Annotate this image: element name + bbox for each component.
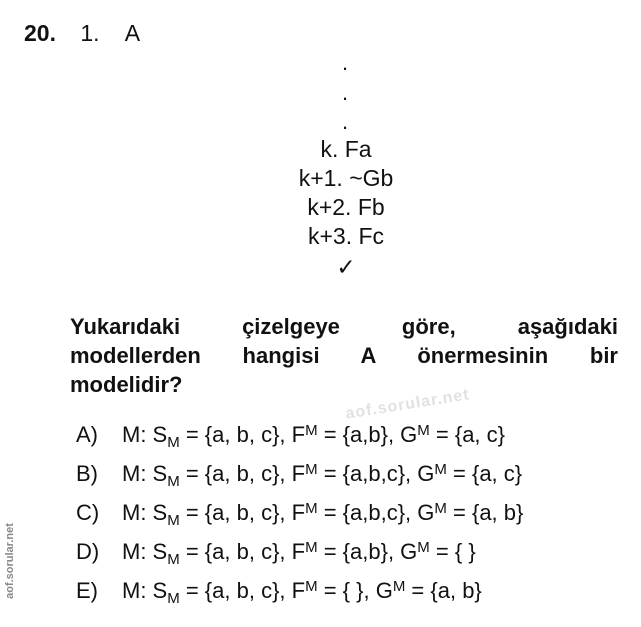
line-formula: A	[124, 20, 141, 46]
option-letter: A)	[76, 422, 98, 447]
option-b[interactable]: B) M: $S_M = \{a$, b, c}, $F^M = \{a,b,c\}$, $G^M = \{a$, c}	[76, 461, 523, 490]
ellipsis-dot: .	[342, 80, 349, 105]
option-letter: E)	[76, 578, 98, 603]
ellipsis-dot: .	[342, 109, 349, 134]
question-header	[24, 20, 140, 47]
question-line: modelidir?	[70, 372, 183, 397]
option-e[interactable]: E) M: $S_M = \{a$, b, c}, $F^M$ = { }, $G^M = \{a$, b}	[76, 578, 482, 607]
side-watermark: aof.sorular.net	[3, 523, 16, 599]
question-number: 20.	[24, 20, 56, 46]
tableau-line: k+1. ~Gb	[298, 165, 394, 191]
tableau-line: k. Fa	[320, 136, 372, 162]
question-line: Yukarıdaki çizelgeye göre, aşağıdaki	[70, 314, 618, 339]
question-text	[70, 312, 618, 399]
line-index: 1.	[80, 20, 100, 46]
question-line: modellerden hangisi A önermesinin bir	[70, 343, 618, 368]
option-d[interactable]: D) M: $S_M = \{a$, b, c}, $F^M = \{a,b\}$, $G^M$ = { }	[76, 539, 476, 568]
watermark: aof.sorular.net	[344, 386, 471, 423]
option-letter: C)	[76, 500, 100, 525]
option-c[interactable]: C) M: $S_M = \{a$, b, c}, $F^M = \{a,b,c\}$, $G^M = \{a$, b}	[76, 500, 524, 529]
checkmark: ✓	[336, 254, 356, 280]
ellipsis-dot: .	[342, 50, 349, 75]
option-letter: D)	[76, 539, 100, 564]
tableau-line: k+2. Fb	[307, 194, 385, 220]
option-a[interactable]: A) M: $S_M = \{a$, b, c}, $F^M = \{a,b\}$, $G^M = \{a$, c}	[76, 422, 506, 451]
tableau-line: k+3. Fc	[307, 223, 385, 249]
option-letter: B)	[76, 461, 98, 486]
